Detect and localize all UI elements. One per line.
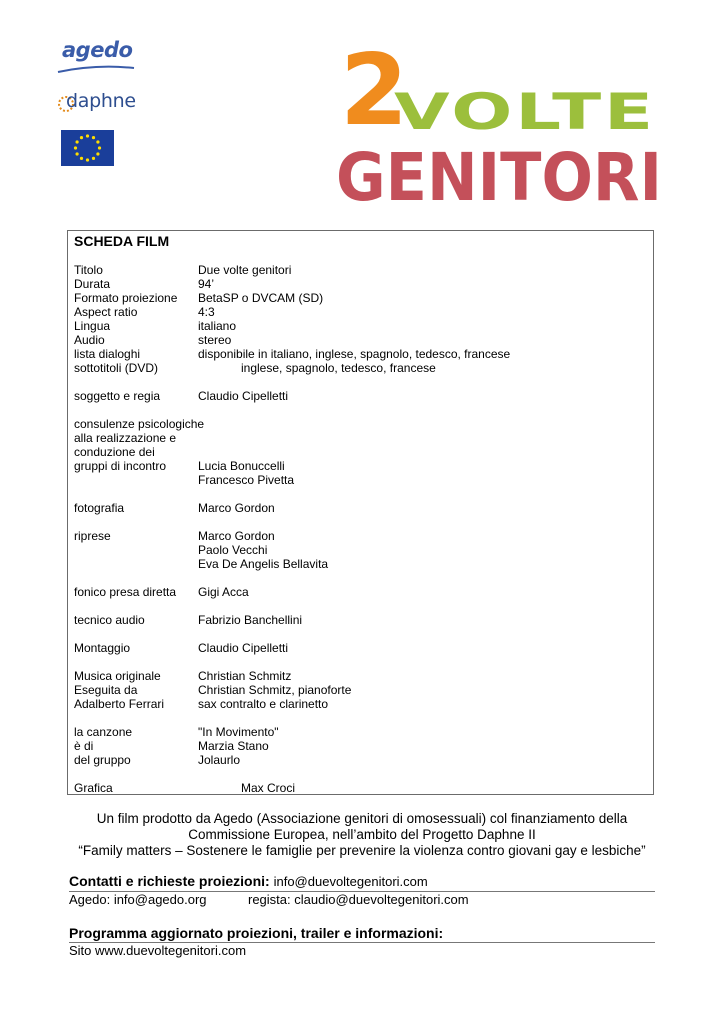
eu-flag-icon xyxy=(61,130,114,166)
field-value: italiano xyxy=(198,319,237,333)
program-heading-row xyxy=(69,925,443,941)
riprese-value: Eva De Angelis Bellavita xyxy=(198,557,329,571)
daphne-logo-text: daphne xyxy=(66,90,136,112)
tecnico-value: Fabrizio Banchellini xyxy=(198,613,303,627)
program-heading: Programma aggiornato proiezioni, trailer e informazioni: xyxy=(69,925,444,941)
fotografia-label: fotografia xyxy=(74,501,125,515)
soggetto-label: soggetto e regia xyxy=(74,389,161,403)
field-label: Durata xyxy=(74,277,111,291)
field-value: BetaSP o DVCAM (SD) xyxy=(198,291,324,305)
grafica-value: Max Croci xyxy=(241,781,296,795)
agedo-logo xyxy=(56,38,136,78)
field-value: 94’ xyxy=(198,277,215,291)
title-logo-genitori: GENITORI xyxy=(336,139,662,212)
field-label: lista dialoghi xyxy=(74,347,141,361)
field-value: stereo xyxy=(198,333,232,347)
title-logo-volte: VOLTE xyxy=(394,83,656,141)
agedo-logo-text: agedo xyxy=(62,38,133,62)
contacts-heading: Contatti e richieste proiezioni: xyxy=(69,873,270,889)
musica-value: sax contralto e clarinetto xyxy=(198,697,329,711)
field-value: disponibile in italiano, inglese, spagnolo, tedesco, francese xyxy=(198,347,511,361)
field-label: Titolo xyxy=(74,263,103,277)
musica-label: Adalberto Ferrari xyxy=(74,697,165,711)
soggetto-value: Claudio Cipelletti xyxy=(198,389,289,403)
canzone-label: la canzone xyxy=(74,725,133,739)
production-note-line: Un film prodotto da Agedo (Associazione genitori di omosessuali) col finanziamento della xyxy=(96,811,628,826)
montaggio-label: Montaggio xyxy=(74,641,131,655)
fotografia-value: Marco Gordon xyxy=(198,501,275,515)
tecnico-label: tecnico audio xyxy=(74,613,145,627)
site-link[interactable]: Sito www.duevoltegenitori.com xyxy=(69,943,247,958)
riprese-value: Marco Gordon xyxy=(198,529,275,543)
field-value: inglese, spagnolo, tedesco, francese xyxy=(241,361,436,375)
riprese-value: Paolo Vecchi xyxy=(198,543,268,557)
field-label: Audio xyxy=(74,333,105,347)
regista-contact[interactable]: regista: claudio@duevoltegenitori.com xyxy=(248,892,469,907)
canzone-label: è di xyxy=(74,739,94,753)
field-value: Due volte genitori xyxy=(198,263,292,277)
canzone-value: Jolaurlo xyxy=(198,753,241,767)
agedo-swoosh-icon xyxy=(56,64,136,74)
musica-value: Christian Schmitz xyxy=(198,669,292,683)
canzone-value: "In Movimento" xyxy=(198,725,279,739)
contacts-heading-row xyxy=(69,873,428,889)
field-label: Aspect ratio xyxy=(74,305,138,319)
consulenze-value: Francesco Pivetta xyxy=(198,473,295,487)
consulenze-label: consulenze psicologiche xyxy=(74,417,205,431)
production-note-quote: “Family matters – Sostenere le famiglie per prevenire la violenza contro giovani gay e lesbiche” xyxy=(78,843,646,858)
production-note-line: Commissione Europea, nell’ambito del Progetto Daphne II xyxy=(188,827,536,842)
fonico-value: Gigi Acca xyxy=(198,585,249,599)
title-logo xyxy=(336,32,666,212)
grafica-label: Grafica xyxy=(74,781,113,795)
canzone-value: Marzia Stano xyxy=(198,739,269,753)
field-label: Lingua xyxy=(74,319,111,333)
musica-value: Christian Schmitz, pianoforte xyxy=(198,683,352,697)
riprese-label: riprese xyxy=(74,529,111,543)
consulenze-label: alla realizzazione e xyxy=(74,431,177,445)
field-value: 4:3 xyxy=(198,305,215,319)
consulenze-value: Lucia Bonuccelli xyxy=(198,459,285,473)
canzone-label: del gruppo xyxy=(74,753,131,767)
consulenze-label: gruppi di incontro xyxy=(74,459,167,473)
musica-label: Musica originale xyxy=(74,669,161,683)
agedo-contact[interactable]: Agedo: info@agedo.org xyxy=(69,892,207,907)
fonico-label: fonico presa diretta xyxy=(74,585,177,599)
montaggio-value: Claudio Cipelletti xyxy=(198,641,289,655)
daphne-logo xyxy=(56,84,146,118)
film-sheet-heading: SCHEDA FILM xyxy=(74,233,170,249)
title-logo-two: 2 xyxy=(340,34,409,148)
consulenze-label: conduzione dei xyxy=(74,445,155,459)
field-label: sottotitoli (DVD) xyxy=(74,361,159,375)
musica-label: Eseguita da xyxy=(74,683,138,697)
field-label: Formato proiezione xyxy=(74,291,178,305)
contacts-email[interactable]: info@duevoltegenitori.com xyxy=(273,874,428,889)
